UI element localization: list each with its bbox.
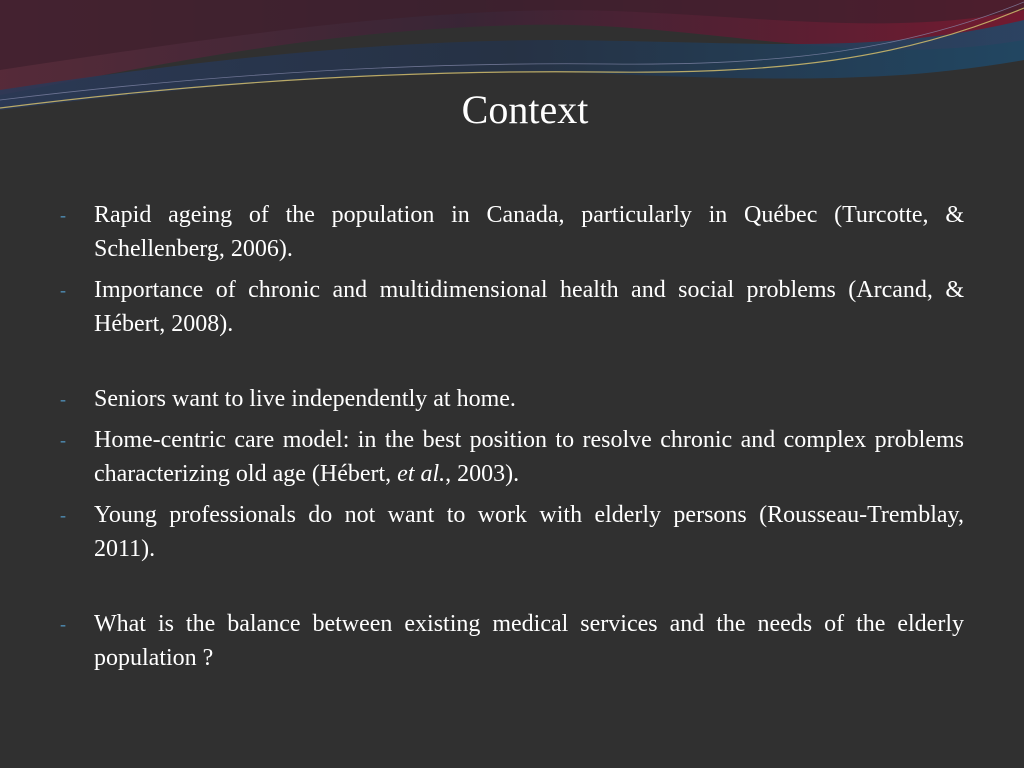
bullet-text: Young professionals do not want to work with elderly persons (Rousseau-Tremblay, 2011). [94,502,964,562]
bullet-marker: - [60,205,66,225]
bullet-marker: - [60,280,66,300]
bullet-item [60,382,964,416]
bullet-text: What is the balance between existing medical services and the needs of the elderly population ? [94,611,964,671]
bullet-item [60,607,964,675]
bullet-item [60,198,964,266]
bullet-item [60,273,964,341]
bullet-text: Rapid ageing of the population in Canada, particularly in Québec (Turcotte, & Schellenberg, 2006). [94,202,964,262]
bullet-marker: - [60,614,66,634]
bullet-item [60,423,964,491]
bullet-text: Importance of chronic and multidimensional health and social problems (Arcand, & Hébert, 2008). [94,277,964,337]
bullet-marker: - [60,389,66,409]
bullet-list [60,198,964,682]
bullet-marker: - [60,430,66,450]
bullet-text [94,427,964,487]
bullet-text-pre: Home-centric care model: in the best position to resolve chronic and complex problems characterizing old age (Hébert, [94,427,964,487]
slide-title: Context [461,87,589,132]
bullet-text-italic: et al. [397,461,446,487]
bullet-text: Seniors want to live independently at home. [94,386,516,412]
bullet-item [60,498,964,566]
bullet-text-post: , 2003). [445,461,520,487]
bullet-marker: - [60,505,66,525]
